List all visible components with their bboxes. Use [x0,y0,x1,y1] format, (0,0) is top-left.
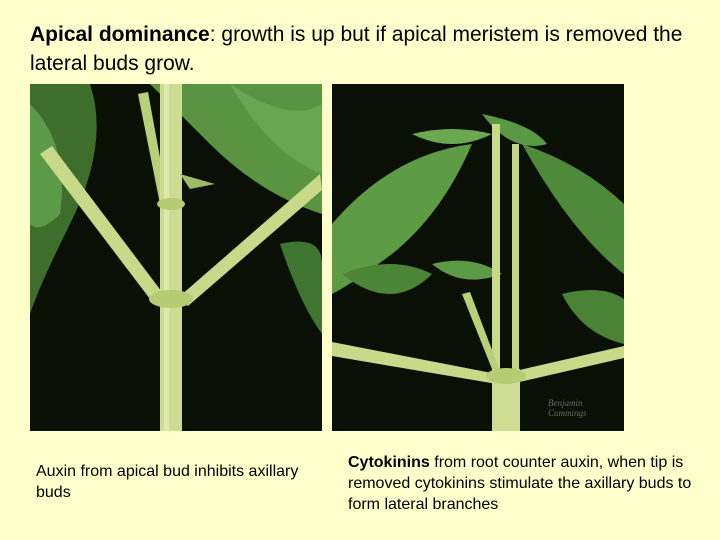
title-text: : growth is up but if apical meristem is removed the lateral buds grow. [30,23,683,75]
title-term: Apical dominance [30,23,210,46]
caption-text: from root counter auxin, when tip is removed cytokinins stimulate the axillary buds to form lateral branches [348,454,692,513]
slide-title [30,20,690,78]
decapitated-plant-photo [332,84,624,431]
watermark-line-2: Cummings [548,408,587,418]
cytokinin-caption [348,452,718,515]
watermark-line-1: Benjamin [548,398,583,408]
decapitated-plant-illustration [332,84,624,431]
caption-term: Cytokinins [348,454,430,471]
auxin-caption: Auxin from apical bud inhibits axillary buds [36,463,299,501]
intact-plant-photo [30,84,322,431]
intact-plant-illustration [30,84,322,431]
photo-watermark [548,398,587,418]
